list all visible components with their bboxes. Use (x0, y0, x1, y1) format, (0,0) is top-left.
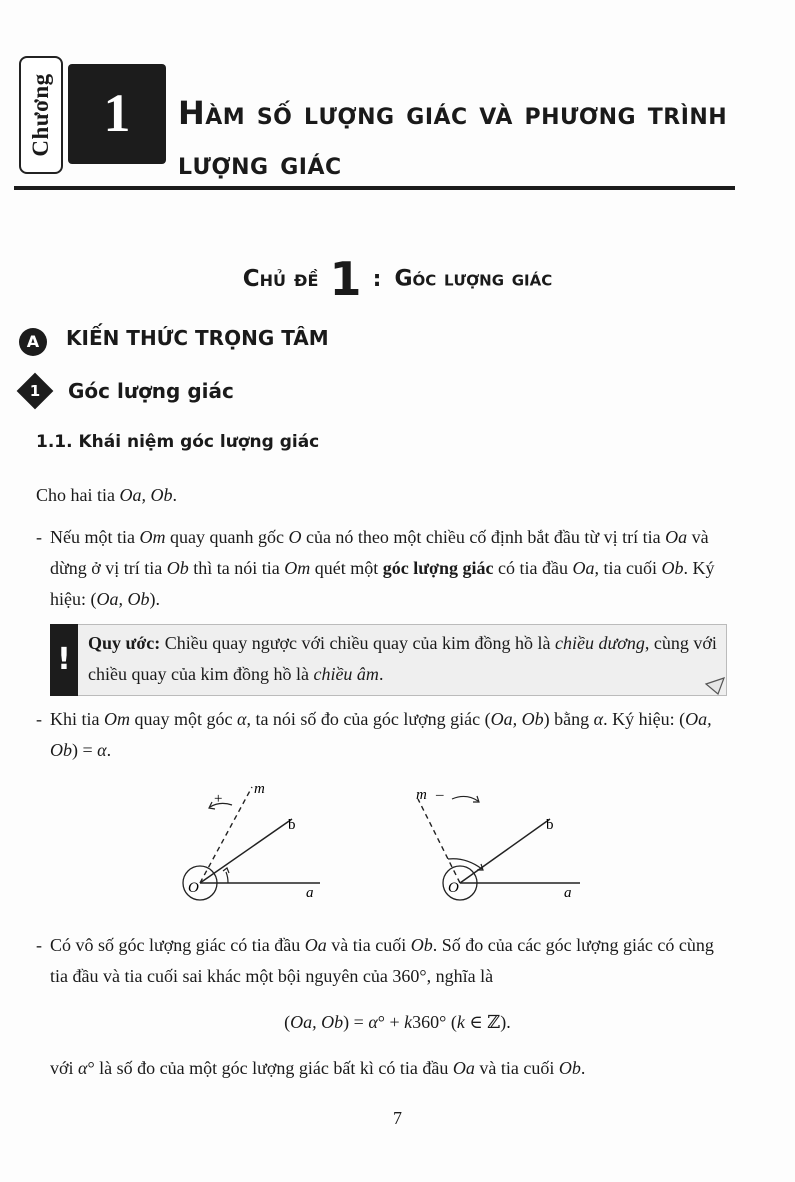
math-text: Oa, Ob (119, 485, 173, 505)
text: . (378, 664, 384, 684)
text: ° là số đo của một góc lượng giác bất kì có tia đầu (87, 1058, 453, 1078)
subsection-number: 1 (29, 382, 41, 400)
note-label: Quy ước: (88, 633, 161, 653)
math-text: Oa (304, 935, 327, 955)
text: Nếu một tia (50, 527, 140, 547)
label-o: O (448, 880, 459, 896)
section-a-title: KIẾN THỨC TRỌNG TÂM (66, 326, 329, 350)
label-b: b (546, 817, 554, 833)
bullet-dash: - (36, 709, 42, 729)
math-text: Oa (665, 527, 688, 547)
bold-term: góc lượng giác (382, 558, 494, 578)
math-text: Oa, Ob (50, 709, 712, 760)
text: và dừng ở vị trí tia (50, 527, 709, 578)
topic-heading (0, 252, 795, 306)
text: quay một góc (130, 709, 237, 729)
ray-ob (200, 819, 292, 883)
intro-paragraph (36, 480, 177, 511)
label-a: a (306, 885, 314, 901)
topic-number: 1 (329, 252, 362, 306)
text: thì ta nói tia (188, 558, 285, 578)
bullet-text (50, 930, 736, 992)
positive-angle-diagram (170, 775, 330, 905)
math-text: k (456, 1012, 465, 1032)
math-text: Oa, Ob (96, 589, 150, 609)
chapter-number-box (68, 64, 166, 164)
text: , cùng với chiều quay của kim đồng hồ là (88, 633, 717, 684)
note-text (88, 628, 718, 690)
math-text: Oa (452, 1058, 475, 1078)
math-text: Ob (410, 935, 433, 955)
math-text: O (288, 527, 302, 547)
final-paragraph (50, 1058, 585, 1079)
text: 360° ( (412, 1012, 457, 1032)
math-text: Ob (166, 558, 189, 578)
text: ∈ ℤ). (464, 1012, 511, 1032)
text: , ta nói số đo của góc lượng giác ( (246, 709, 491, 729)
chapter-number: 1 (103, 82, 131, 143)
sign-label: + (214, 791, 223, 807)
angle-arc (226, 872, 228, 883)
text: với (50, 1058, 79, 1078)
label-m: m (254, 781, 265, 797)
chapter-title: Hàm số lượng giác và phương trình lượng giác (178, 94, 728, 182)
math-text: Oa, Ob (290, 1012, 344, 1032)
text: Khi tia (50, 709, 104, 729)
math-text: Om (284, 558, 311, 578)
topic-title: Góc lượng giác (394, 266, 553, 292)
math-text: Om (104, 709, 130, 729)
text: . (106, 740, 112, 760)
text: . Ký hiệu: ( (50, 558, 715, 609)
chapter-label: Chương (28, 73, 53, 157)
math-text: α (593, 709, 604, 729)
math-text: α (97, 740, 107, 760)
text: ) = (72, 740, 98, 760)
text: Chiều quay ngược với chiều quay của kim đồng hồ là (160, 633, 555, 653)
text: ). (149, 589, 160, 609)
negative-angle-diagram (416, 775, 590, 905)
math-text: Ob (558, 1058, 581, 1078)
italic-term: chiều dương (554, 633, 645, 653)
text: ) bằng (543, 709, 594, 729)
exclamation-icon: ! (57, 642, 71, 677)
page-curl-icon (704, 676, 726, 696)
section-a-badge: A (19, 328, 47, 356)
text: . Ký hiệu: ( (603, 709, 686, 729)
math-text: Om (139, 527, 166, 547)
text: Cho hai tia (36, 485, 120, 505)
bullet-text (50, 704, 736, 766)
text: Có vô số góc lượng giác có tia đầu (50, 935, 305, 955)
label-o: O (188, 880, 199, 896)
text: và tia cuối (474, 1058, 559, 1078)
topic-prefix: Chủ đề (242, 266, 319, 292)
math-text: Ob (661, 558, 684, 578)
math-text: α (78, 1058, 88, 1078)
topic-colon: : (372, 266, 382, 292)
sign-label: – (436, 787, 444, 803)
math-text: α (368, 1012, 378, 1032)
math-text: α (236, 709, 247, 729)
text: của nó theo một chiều cố định bắt đầu từ vị trí tia (301, 527, 666, 547)
bullet-paragraph-2 (36, 704, 736, 766)
label-m: m (416, 787, 427, 803)
formula (0, 1012, 795, 1033)
text: và tia cuối (326, 935, 411, 955)
text: . (172, 485, 177, 505)
italic-term: chiều âm (313, 664, 379, 684)
label-b: b (288, 817, 296, 833)
subsubsection-title: 1.1. Khái niệm góc lượng giác (36, 432, 320, 452)
text: quét một (310, 558, 383, 578)
math-text: Oa, Ob (490, 709, 544, 729)
chapter-label-tab (19, 56, 63, 174)
label-a: a (564, 885, 572, 901)
bullet-text (50, 522, 736, 615)
bullet-paragraph-1 (36, 522, 736, 615)
text: có tia đầu (493, 558, 573, 578)
page-number: 7 (393, 1108, 402, 1128)
text: ° + (377, 1012, 405, 1032)
math-text: Oa (572, 558, 595, 578)
bullet-paragraph-3 (36, 930, 736, 992)
math-text: k (404, 1012, 413, 1032)
text: , tia cuối (594, 558, 662, 578)
ray-ob (460, 819, 550, 883)
bullet-dash: - (36, 527, 42, 547)
text: . Số đo của các góc lượng giác có cùng tia đầu và tia cuối sai khác một bội nguyên của 360°, nghĩa là (50, 935, 714, 986)
rotation-arrow (452, 796, 478, 801)
ray-om-dashed (418, 799, 460, 883)
bullet-dash: - (36, 935, 42, 955)
text: . (580, 1058, 586, 1078)
chapter-divider (14, 186, 735, 190)
text: ) = (343, 1012, 369, 1032)
text: quay quanh gốc (165, 527, 289, 547)
text: ( (284, 1012, 291, 1032)
subsection-title: Góc lượng giác (68, 379, 234, 403)
